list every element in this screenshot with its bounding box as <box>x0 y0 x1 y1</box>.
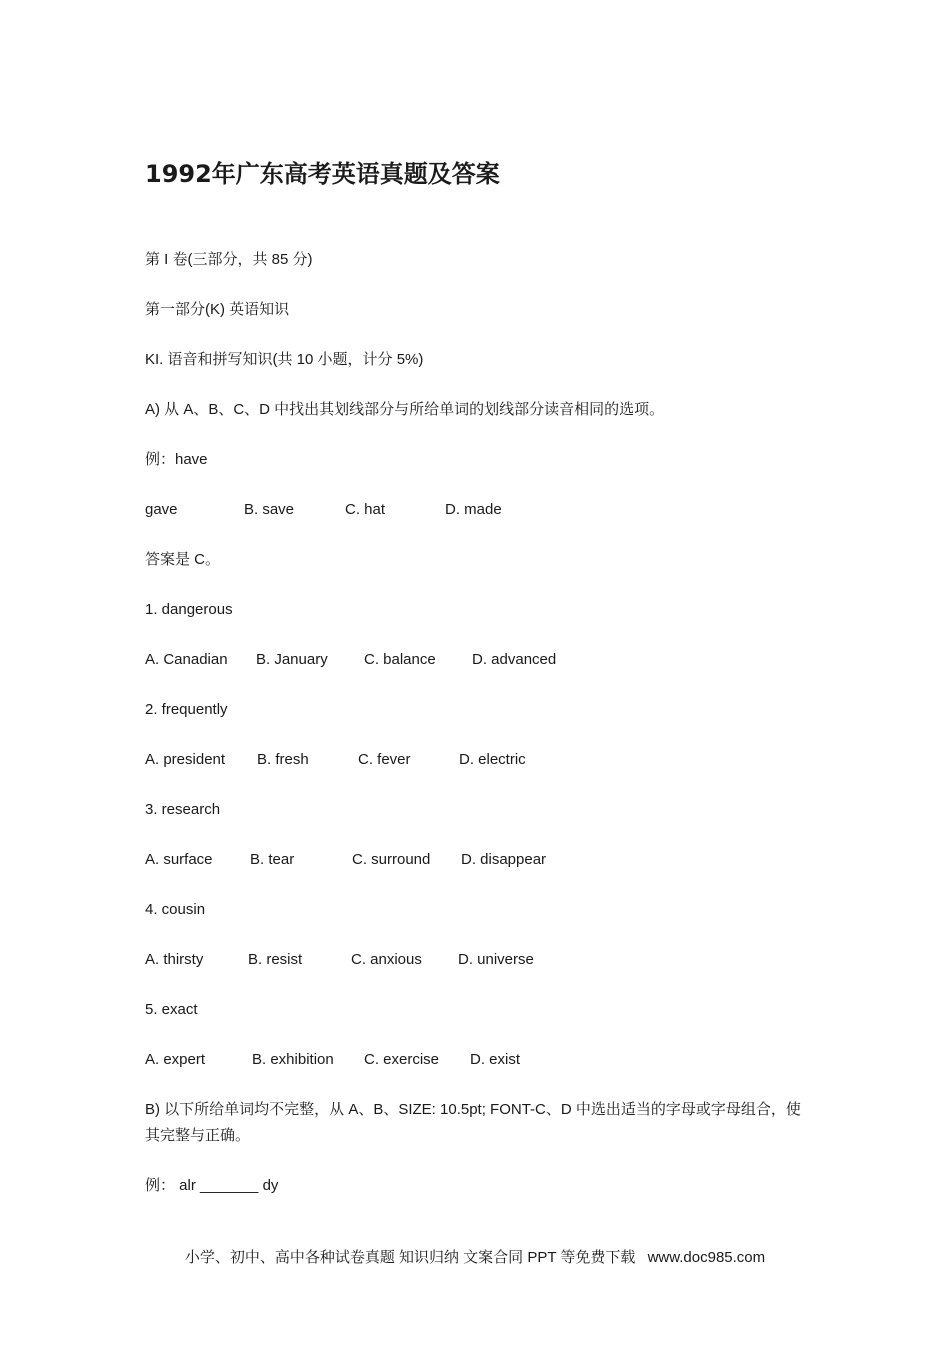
option-b: B. January <box>256 651 328 668</box>
option-c: C. anxious <box>351 951 422 968</box>
option-b: B. fresh <box>257 751 309 768</box>
option-c: C. fever <box>358 751 411 768</box>
instruction-b: B) 以下所给单词均不完整，从 A、B、SIZE: 10.5pt; FONT-C、D 中选出适当的字母或字母组合，使其完整与正确。 <box>145 1101 801 1144</box>
option-a: A. surface <box>145 851 213 868</box>
question-2: 2. frequently <box>145 701 228 718</box>
footer-text: 小学、初中、高中各种试卷真题 知识归纳 文案合同 PPT 等免费下载 <box>184 1249 636 1266</box>
document-title: 1992年广东高考英语真题及答案 <box>145 160 500 188</box>
page-footer <box>0 1246 950 1267</box>
option-d: D. exist <box>470 1051 521 1068</box>
option-a: A. thirsty <box>145 951 204 968</box>
question-5: 5. exact <box>145 1001 198 1018</box>
option-c: C. hat <box>345 501 386 518</box>
question-3: 3. research <box>145 801 221 818</box>
example-b: 例： alr _______ dy <box>145 1177 279 1194</box>
option-c: C. balance <box>364 651 436 668</box>
question-4: 4. cousin <box>145 901 206 918</box>
option-d: D. disappear <box>461 851 547 868</box>
option-a: A. Canadian <box>145 651 228 668</box>
option-a: A. expert <box>145 1051 206 1068</box>
option-d: D. made <box>445 501 502 518</box>
option-a: A. president <box>145 751 226 768</box>
option-c: C. surround <box>352 851 431 868</box>
option-c: C. exercise <box>364 1051 440 1068</box>
section-heading-2: 第一部分(K) 英语知识 <box>145 301 290 318</box>
option-a: gave <box>145 501 178 518</box>
option-b: B. tear <box>250 851 295 868</box>
instruction-a: A) 从 A、B、C、D 中找出其划线部分与所给单词的划线部分读音相同的选项。 <box>145 401 665 418</box>
option-d: D. advanced <box>472 651 557 668</box>
footer-link[interactable]: www.doc985.com <box>647 1249 766 1266</box>
example-answer: 答案是 C。 <box>145 551 221 568</box>
option-d: D. universe <box>458 951 534 968</box>
section-heading-3: KI. 语音和拼写知识(共 10 小题，计分 5%) <box>145 351 424 368</box>
option-b: B. exhibition <box>252 1051 334 1068</box>
section-heading-1: 第 I 卷(三部分，共 85 分) <box>145 251 313 268</box>
option-d: D. electric <box>459 751 526 768</box>
option-b: B. resist <box>248 951 303 968</box>
question-1: 1. dangerous <box>145 601 233 618</box>
example-word: 例：have <box>145 451 208 468</box>
option-b: B. save <box>244 501 295 518</box>
